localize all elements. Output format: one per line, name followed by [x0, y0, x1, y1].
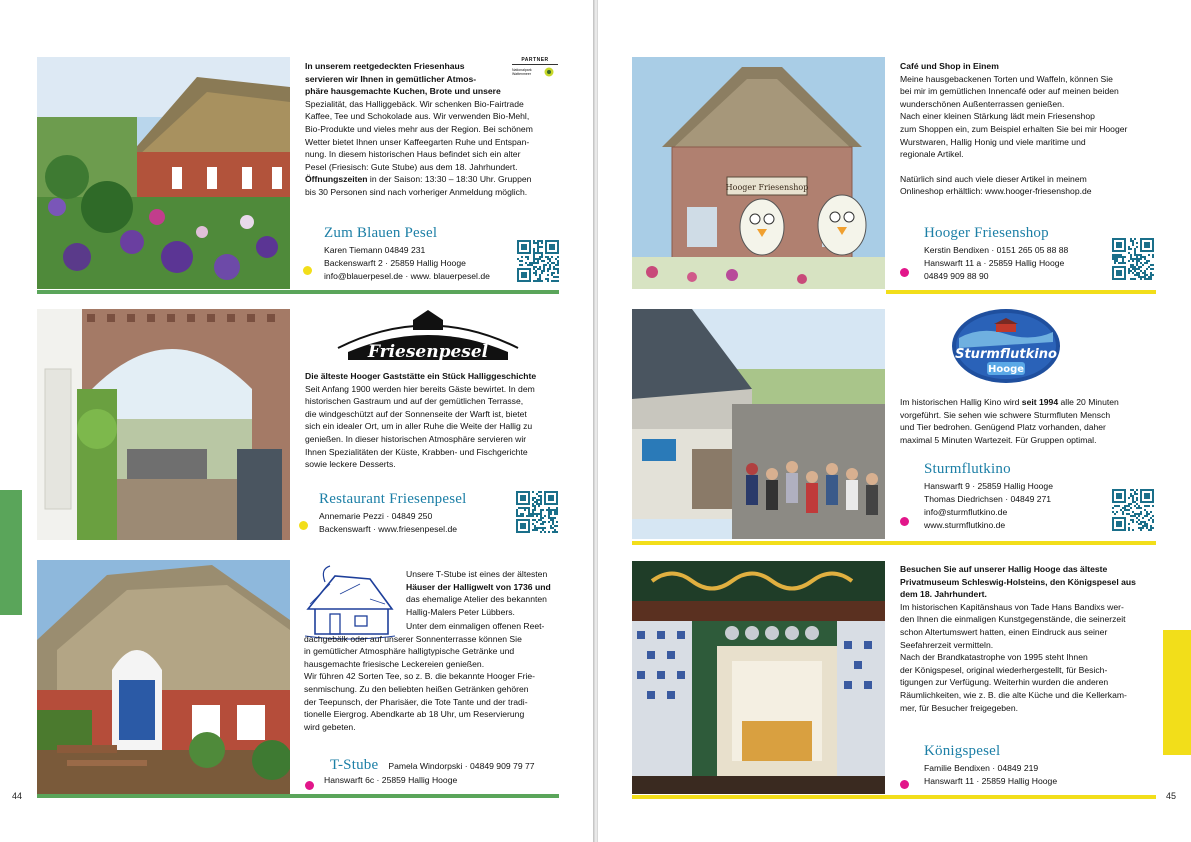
- fs-contact-1: Kerstin Bendixen · 0151 265 05 88 88: [924, 245, 1069, 255]
- friesenpesel-logo: [333, 308, 523, 364]
- ts-line-b4: hausgemachte friesische Leckereien genießen.: [304, 658, 485, 669]
- kp-line-6: der Königspesel, original wiederhergestellt, für Besich-: [900, 664, 1108, 675]
- ts-line-a4: Hallig-Malers Peter Lübbers.: [406, 606, 515, 617]
- sk-line-3: maximal 5 Minuten Wartezeit. Für Gruppen optimal.: [900, 434, 1097, 445]
- sk-intro-rest: alle 20 Minuten: [1058, 397, 1119, 407]
- sk-intro: Im historischen Hallig Kino wird: [900, 397, 1022, 407]
- ts-line-a2: Häuser der Halligwelt von 1736 und: [406, 581, 551, 592]
- fp-line-3: die windgeschützt auf der Sonnenseite der Warft ist, bietet: [305, 408, 527, 419]
- ts-divider: [37, 794, 559, 798]
- sk-contact-2: Thomas Diedrichsen · 04849 271: [924, 494, 1052, 504]
- fs-line-5: zum Shoppen ein, zum Beispiel erhalten Sie bei mir Hooger: [900, 123, 1128, 134]
- fp-marker-dot: [299, 521, 308, 530]
- zbp-contact-2: Backenswarft 2 · 25859 Hallig Hooge: [324, 258, 466, 268]
- zbp-contact-3[interactable]: info@blauerpesel.de · www. blauerpesel.de: [324, 271, 490, 281]
- ts-line-b1: Unter dem einmaligen offenen Reet-: [406, 621, 545, 631]
- fs-line-7: regionale Artikel.: [900, 149, 964, 160]
- friesenpesel-logo-text: Friesenpesel: [367, 342, 489, 362]
- fs-heading: Café und Shop in Einem: [900, 61, 999, 71]
- left-page: [0, 0, 593, 842]
- sk-line-1: vorgeführt. Sie sehen wie schwere Sturmfluten Mensch: [900, 409, 1111, 420]
- sturmflutkino-logo: [951, 308, 1061, 384]
- friesenpesel-title: Restaurant Friesenpesel: [319, 491, 467, 507]
- sturmflutkino-title: Sturmflutkino: [924, 461, 1011, 477]
- kp-bold-3: dem 18. Jahrhundert.: [900, 589, 987, 600]
- zbp-qr-code[interactable]: [517, 239, 559, 283]
- zum-blauen-pesel-contact: [324, 225, 524, 283]
- ts-line-b5: Wir führen 42 Sorten Tee, so z. B. die bekannte Hooger Frie-: [304, 671, 536, 682]
- fs-contact-3: 04849 909 88 90: [924, 271, 989, 281]
- fs-line-6: Wurstwaren, Hallig Honig und viele maritime und: [900, 136, 1086, 147]
- kp-contact-1: Familie Bendixen · 04849 219: [924, 763, 1039, 773]
- kp-line-5: Nach der Brandkatastrophe von 1995 steht Ihnen: [900, 652, 1088, 663]
- page-number-right: 45: [1166, 791, 1177, 801]
- fp-line-4: sich ein idealer Ort, um in aller Ruhe die Weite der Hallig zu: [305, 421, 533, 432]
- koenigspesel-description: [900, 563, 1165, 714]
- photo-t-stube: [37, 560, 290, 794]
- ts-contact-2: Hanswarft 6c · 25859 Hallig Hooge: [324, 775, 458, 785]
- photo-friesenpesel: [37, 309, 290, 540]
- ts-line-b9: wird gebeten.: [304, 721, 356, 732]
- zbp-line-6: Bio-Produkte und vieles mehr aus der Region. Bei schönem: [305, 123, 533, 134]
- kp-bold-2: Privatmuseum Schleswig-Holsteins, den Königspesel aus: [900, 576, 1136, 587]
- fs-divider: [886, 290, 1156, 294]
- ts-marker-dot: [305, 781, 314, 790]
- sk-divider: [632, 541, 1156, 545]
- fs-qr-code[interactable]: [1112, 237, 1154, 281]
- kp-line-7: tigungen zur Verfügung. Weiterhin wurden die anderen: [900, 677, 1109, 688]
- photo-sturmflutkino: [632, 309, 885, 539]
- sturmflutkino-description: [900, 396, 1162, 446]
- friesenshop-sign-text: Hooger Friesenshop: [725, 183, 809, 192]
- sk-intro-line: [900, 396, 1162, 409]
- zbp-hours-label: Öffnungszeiten: [305, 174, 368, 185]
- sturmflutkino-logo-line-2: Hooge: [987, 364, 1025, 375]
- page-number-left: 44: [12, 791, 23, 801]
- fp-heading: Die älteste Hooger Gaststätte ein Stück Halliggeschichte: [305, 371, 537, 381]
- zbp-line-1: In unserem reetgedeckten Friesenhaus: [305, 61, 465, 71]
- left-edge-tab: [0, 490, 22, 615]
- fs-line-8: Natürlich sind auch viele dieser Artikel in meinem: [900, 173, 1087, 184]
- kp-contact-2: Hanswarft 11 · 25859 Hallig Hooge: [924, 776, 1058, 786]
- sk-contact-3[interactable]: info@sturmflutkino.de: [924, 507, 1008, 517]
- kp-line-4: Seefahrerzeit vermitteln.: [900, 639, 994, 650]
- sk-qr-code[interactable]: [1112, 488, 1154, 532]
- t-stube-title: T-Stube: [330, 757, 379, 773]
- ts-line-b3: in gemütlicher Atmosphäre halligtypische Getränke und: [304, 646, 515, 657]
- fs-line-2: bei mir im gemütlichen Innencafé oder auf meinen beiden: [900, 86, 1119, 97]
- zbp-hours-rest: in der Saison: 13:30 – 18:30 Uhr. Gruppen: [367, 174, 532, 185]
- fs-marker-dot: [900, 268, 909, 277]
- fp-contact-2[interactable]: Backenswarft · www.friesenpesel.de: [319, 524, 458, 534]
- kp-line-2: den Ihnen die einmaligen Kunstgegenstände, die seinerzeit: [900, 614, 1126, 625]
- t-stube-description-a: [406, 568, 561, 618]
- kp-line-1: Im historischen Kapitänshaus von Tade Hans Bandixs wer-: [900, 601, 1124, 612]
- fs-line-3: wunderschönen Außenterrassen genießen.: [900, 98, 1065, 109]
- photo-friesenshop: [632, 57, 885, 289]
- sturmflutkino-contact: [924, 461, 1124, 532]
- fp-qr-code[interactable]: [516, 490, 558, 534]
- sk-intro-bold: seit 1994: [1021, 397, 1059, 407]
- zbp-line-8: nung. In diesem historischen Haus befindet sich ein alter: [305, 149, 521, 160]
- photo-koenigspesel: [632, 561, 885, 794]
- kp-marker-dot: [900, 780, 909, 789]
- sk-contact-4[interactable]: www.sturmflutkino.de: [924, 520, 1006, 530]
- zbp-line-9: Pesel (Friesisch: Gute Stube) aus dem 18. Jahrhundert.: [305, 161, 518, 172]
- fp-line-7: sowie leckere Desserts.: [305, 459, 396, 470]
- zbp-line-3: phäre hausgemachte Kuchen, Brote und unsere: [305, 86, 501, 97]
- t-stube-description-b: [304, 620, 562, 733]
- partner-badge: [512, 57, 558, 77]
- zbp-divider: [37, 290, 559, 294]
- friesenshop-description: [900, 60, 1160, 198]
- ts-line-b8: tionelle Eiergrog. Abendkarte ab 18 Uhr, um Reservierung: [304, 709, 525, 720]
- zbp-line-10: bis 30 Personen sind nach vorheriger Anmeldung möglich.: [305, 186, 528, 197]
- fp-line-1: Seit Anfang 1900 werden hier bereits Gäste bewirtet. In dem: [305, 383, 535, 394]
- koenigspesel-contact: [924, 743, 1124, 788]
- zum-blauen-pesel-title: Zum Blauen Pesel: [324, 225, 438, 241]
- ts-line-b6: senmischung. Zu den beliebten heißen Getränken gehören: [304, 683, 529, 694]
- sk-marker-dot: [900, 517, 909, 526]
- ts-line-b2: dachgebälk oder auf unserer Sonnenterrasse können Sie: [304, 633, 522, 644]
- fs-line-4: Nach einer kleinen Stärkung lädt mein Friesenshop: [900, 111, 1095, 122]
- zbp-line-5: Kaffee, Tee und Schokolade aus. Wir verwenden Bio-Mehl,: [305, 111, 530, 122]
- friesenpesel-contact: [319, 491, 519, 536]
- friesenpesel-description: [305, 370, 560, 471]
- zbp-line-4: Spezialität, das Halliggebäck. Wir schenken Bio-Fairtrade: [305, 98, 524, 109]
- fs-contact-2: Hanswarft 11 a · 25859 Hallig Hooge: [924, 258, 1065, 268]
- fp-line-6: Ihnen Spezialitäten der Küste, Krabben- und Fischgerichte: [305, 446, 528, 457]
- zbp-line-2: servieren wir Ihnen in gemütlicher Atmos-: [305, 73, 477, 84]
- t-stube-contact: [324, 757, 564, 787]
- kp-line-9: mer, für Besucher freigegeben.: [900, 702, 1018, 713]
- kp-divider: [632, 795, 1156, 799]
- zbp-contact-1: Karen Tiemann 04849 231: [324, 245, 426, 255]
- sk-line-2: und Tier bedrohen. Genügend Platz vorhanden, daher: [900, 422, 1106, 433]
- friesenshop-contact: [924, 225, 1124, 283]
- fp-line-5: genießen. In dieser historischen Atmosphäre servieren wir: [305, 433, 527, 444]
- fs-line-1: Meine hausgebackenen Torten und Waffeln, können Sie: [900, 73, 1113, 84]
- zbp-line-7: Wetter bietet Ihnen unser Kaffeegarten Ruhe und Entspan-: [305, 136, 530, 147]
- zum-blauen-pesel-description: [305, 60, 555, 199]
- kp-line-3: schon Altertumswert hatten, einen Eindruck aus seiner: [900, 626, 1108, 637]
- ts-line-b7: der Teepunsch, der Pharisäer, die Tote Tante und der tradi-: [304, 696, 528, 707]
- friesenshop-title: Hooger Friesenshop: [924, 225, 1049, 241]
- zbp-hours-line: [305, 173, 555, 186]
- partner-name: Nationalpark Wattenmeer: [512, 68, 532, 76]
- photo-zum-blauen-pesel: [37, 57, 290, 289]
- fp-line-2: historischen Gastraum und auf der gemütlichen Terrasse,: [305, 396, 524, 407]
- ts-line-a1: Unsere T-Stube ist eines der ältesten: [406, 569, 548, 579]
- kp-bold-1: Besuchen Sie auf unserer Hallig Hooge das älteste: [900, 564, 1108, 574]
- ts-line-a3: das ehemalige Atelier des bekannten: [406, 594, 547, 605]
- kp-line-8: Räumlichkeiten, wie z. B. die alte Küche und die Kellerkam-: [900, 689, 1127, 700]
- nationalpark-logo-icon: [544, 67, 554, 77]
- partner-label: PARTNER: [512, 57, 558, 65]
- sturmflutkino-logo-line-1: Sturmflutkino: [955, 347, 1057, 362]
- fs-line-9[interactable]: Onlineshop erhältlich: www.hooger-friesenshop.de: [900, 186, 1092, 197]
- sk-contact-1: Hanswarft 9 · 25859 Hallig Hooge: [924, 481, 1053, 491]
- right-page: [598, 0, 1191, 842]
- zbp-marker-dot: [303, 266, 312, 275]
- right-edge-tab: [1163, 630, 1191, 755]
- fp-contact-1: Annemarie Pezzi · 04849 250: [319, 511, 433, 521]
- koenigspesel-title: Königspesel: [924, 743, 1001, 759]
- ts-contact-1: Pamela Windorpski · 04849 909 79 77: [388, 761, 535, 771]
